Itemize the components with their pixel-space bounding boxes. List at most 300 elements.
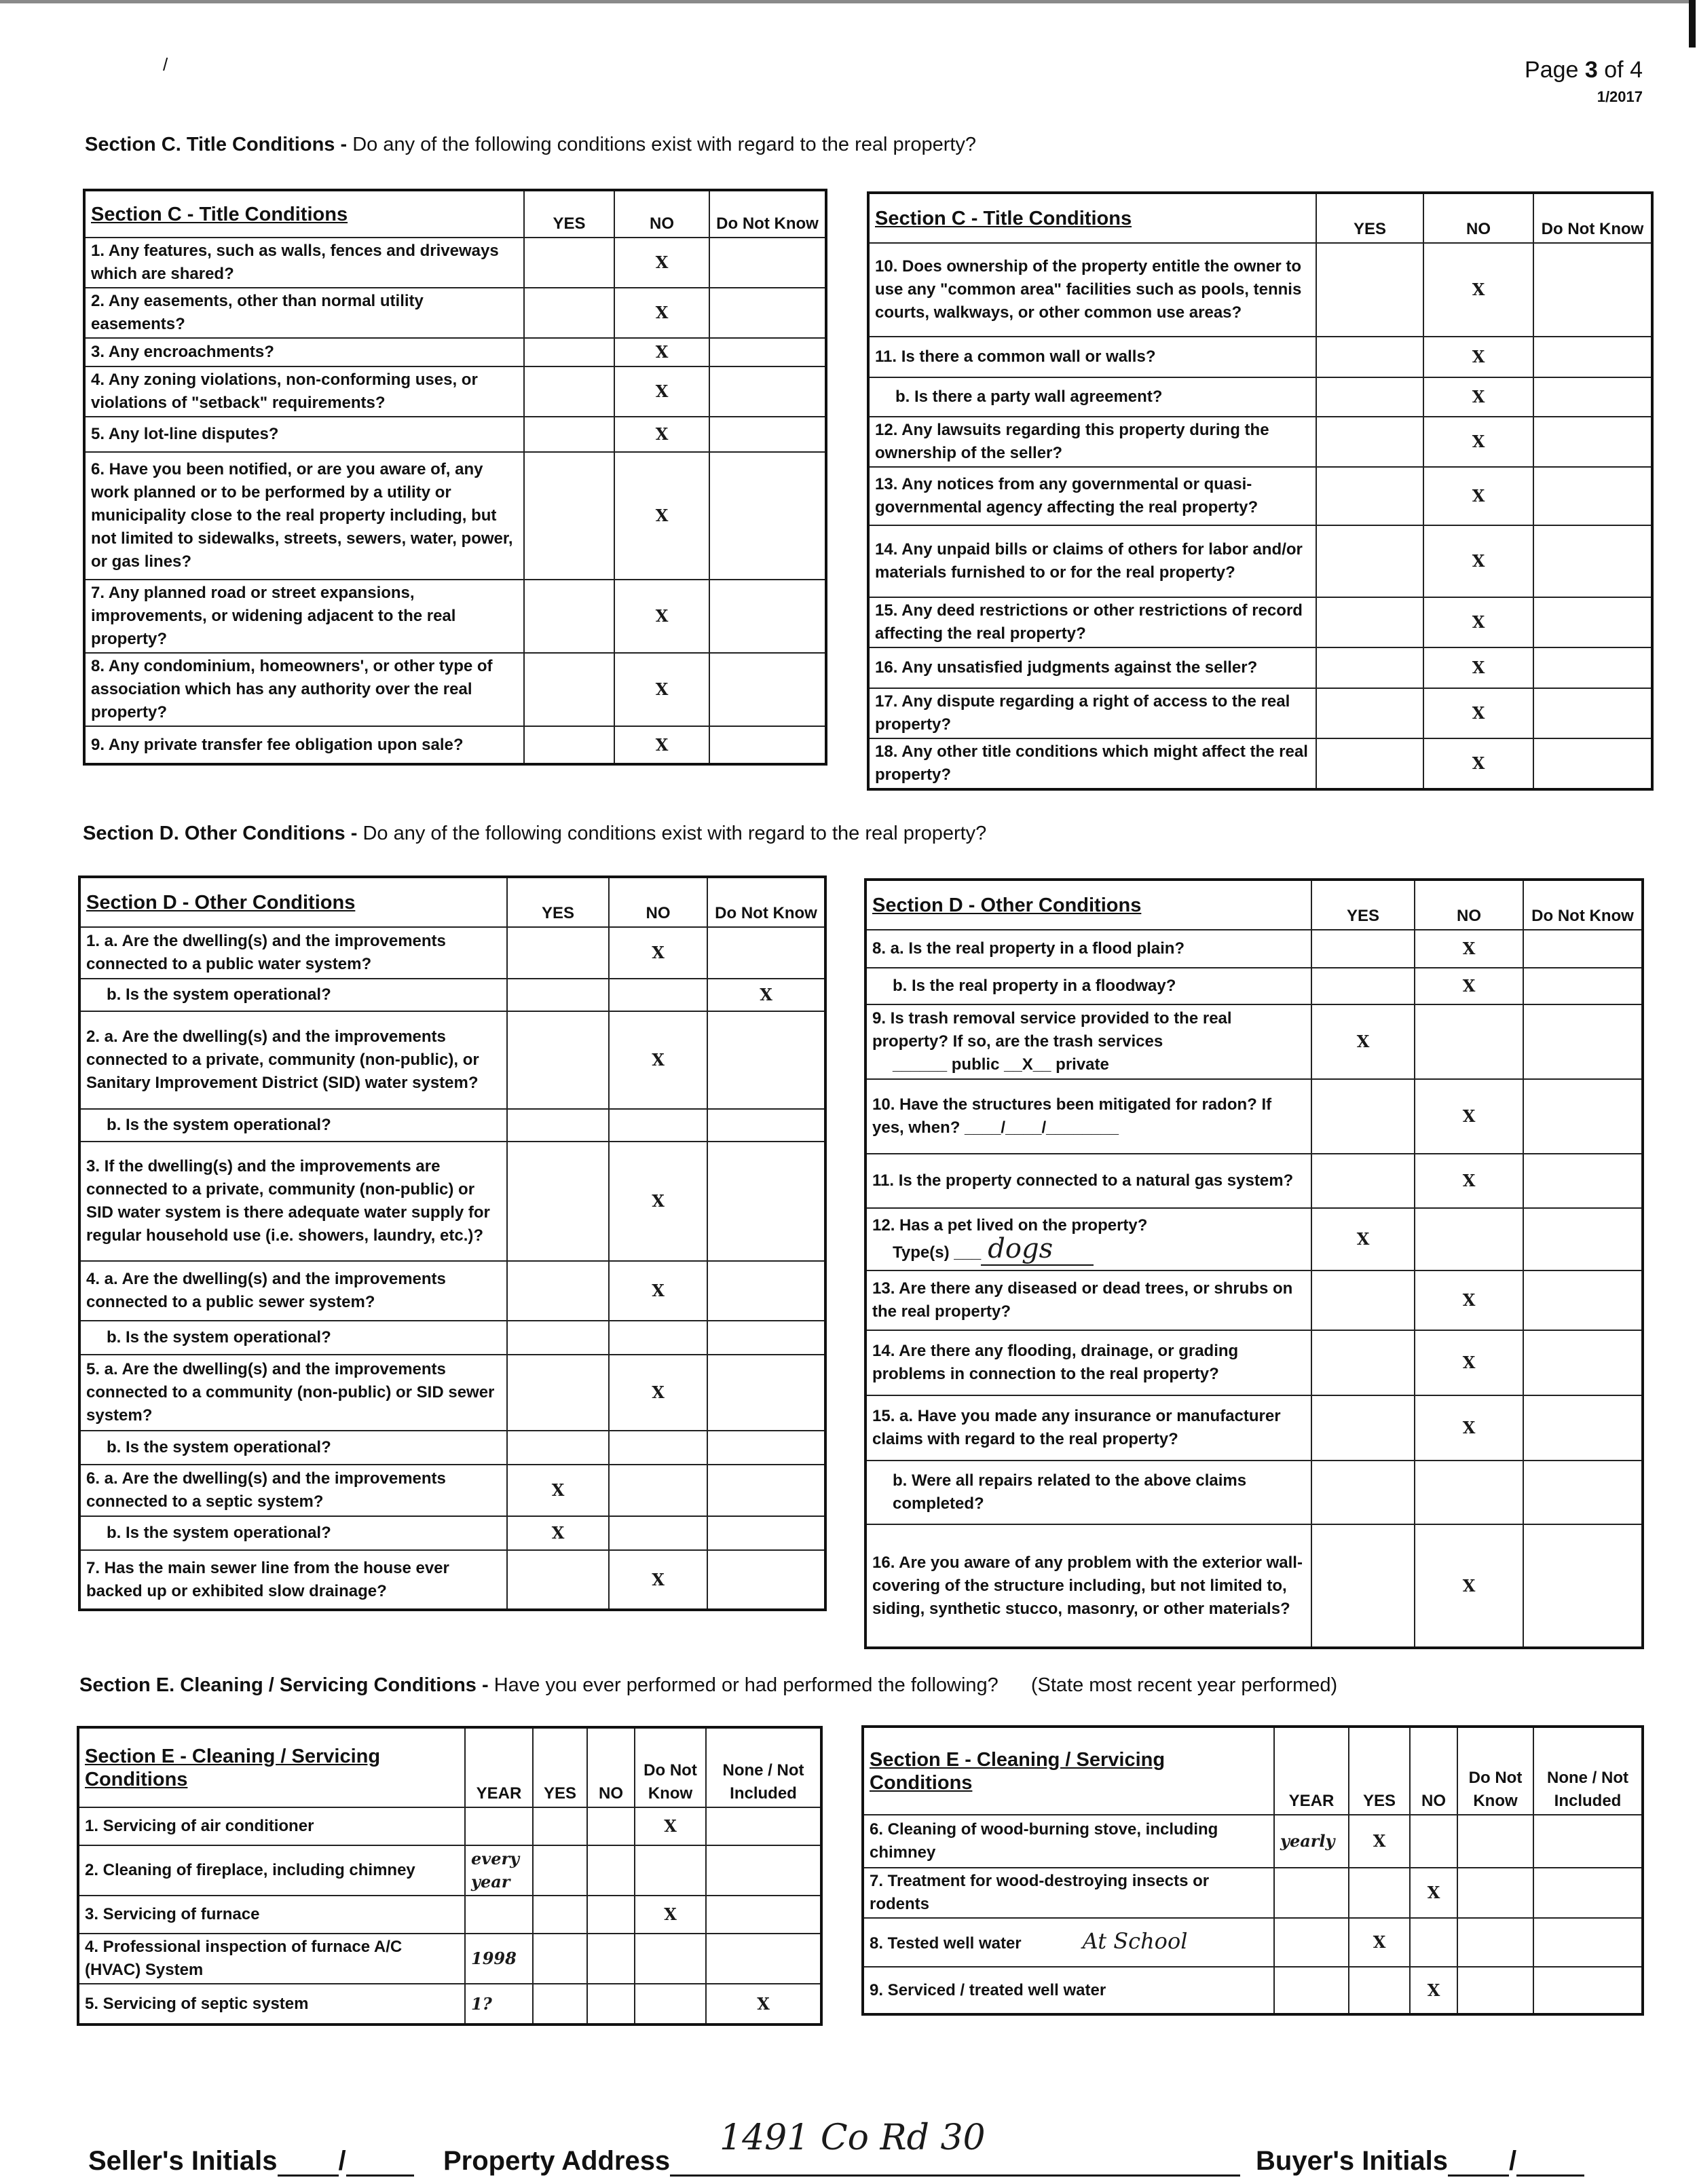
seller-initial-field-2[interactable] bbox=[346, 2145, 414, 2177]
question-row bbox=[84, 366, 826, 417]
section-e-right-table bbox=[861, 1725, 1644, 2016]
question-row bbox=[79, 1431, 825, 1465]
checkbox-dnk[interactable] bbox=[1523, 1154, 1643, 1208]
col-yes: YES bbox=[524, 190, 614, 238]
checkbox-dnk[interactable] bbox=[707, 1465, 825, 1516]
seller-initial-field-1[interactable] bbox=[278, 2145, 339, 2177]
question-text: 6. a. Are the dwelling(s) and the improvements connected to a septic system? bbox=[79, 1465, 507, 1516]
checkbox-no[interactable] bbox=[587, 1807, 635, 1845]
question-text: 1. a. Are the dwelling(s) and the improvements connected to a public water system? bbox=[79, 927, 507, 979]
question-row bbox=[865, 1524, 1643, 1648]
checkbox-no[interactable] bbox=[587, 1934, 635, 1984]
checkbox-no[interactable] bbox=[609, 1516, 707, 1550]
question-text: b. Is the system operational? bbox=[79, 1431, 507, 1465]
checkbox-no[interactable]: X bbox=[1423, 597, 1533, 647]
checkbox-no[interactable]: X bbox=[614, 338, 709, 366]
question-text: 6. Cleaning of wood-burning stove, including chimney bbox=[863, 1815, 1274, 1868]
pet-type-value[interactable]: dogs bbox=[981, 1233, 1094, 1266]
question-text: 7. Treatment for wood-destroying insects or rodents bbox=[863, 1868, 1274, 1918]
checkbox-yes[interactable] bbox=[1311, 1395, 1415, 1461]
question-text: 8. Tested well water At School bbox=[863, 1918, 1274, 1967]
checkbox-yes[interactable] bbox=[1316, 688, 1423, 738]
checkbox-dnk[interactable] bbox=[1523, 1330, 1643, 1395]
checkbox-no[interactable]: X bbox=[614, 653, 709, 726]
question-text: b. Is the system operational? bbox=[79, 979, 507, 1011]
checkbox-dnk[interactable] bbox=[709, 580, 826, 653]
checkbox-no[interactable]: X bbox=[1415, 1079, 1523, 1154]
checkbox-none[interactable] bbox=[1533, 1868, 1643, 1918]
question-row bbox=[863, 1868, 1643, 1918]
question-text: 15. Any deed restrictions or other restrictions of record affecting the real property? bbox=[868, 597, 1316, 647]
checkbox-dnk[interactable] bbox=[707, 1109, 825, 1142]
checkbox-no[interactable]: X bbox=[614, 366, 709, 417]
question-row bbox=[84, 288, 826, 338]
year-field[interactable] bbox=[465, 1807, 533, 1845]
col-dnk: Do Not Know bbox=[707, 877, 825, 927]
checkbox-yes[interactable] bbox=[1349, 1967, 1410, 2014]
col-dnk: Do Not Know bbox=[709, 190, 826, 238]
checkbox-no[interactable] bbox=[587, 1845, 635, 1896]
question-row bbox=[865, 1079, 1643, 1154]
question-text: 4. Any zoning violations, non-conforming uses, or violations of "setback" requirements? bbox=[84, 366, 524, 417]
checkbox-dnk[interactable] bbox=[635, 1845, 706, 1896]
checkbox-no[interactable]: X bbox=[1423, 467, 1533, 525]
question-text: 3. Any encroachments? bbox=[84, 338, 524, 366]
checkbox-yes[interactable] bbox=[1311, 1330, 1415, 1395]
question-row bbox=[865, 1270, 1643, 1330]
checkbox-no[interactable]: X bbox=[1423, 525, 1533, 597]
question-text: 5. a. Are the dwelling(s) and the improvements connected to a community (non-public) or SID sewer system? bbox=[79, 1355, 507, 1431]
question-text: 9. Is trash removal service provided to the real property? If so, are the trash services ______ public __X__ private bbox=[865, 1004, 1311, 1079]
checkbox-dnk[interactable] bbox=[1523, 1208, 1643, 1270]
checkbox-dnk[interactable] bbox=[1533, 647, 1652, 688]
checkbox-no[interactable] bbox=[1415, 1461, 1523, 1524]
checkbox-yes[interactable] bbox=[507, 1261, 609, 1321]
checkbox-none[interactable] bbox=[706, 1934, 821, 1984]
question-row bbox=[868, 243, 1652, 337]
question-row bbox=[79, 1355, 825, 1431]
checkbox-dnk[interactable] bbox=[709, 653, 826, 726]
checkbox-no[interactable]: X bbox=[1415, 1270, 1523, 1330]
question-row bbox=[868, 337, 1652, 377]
checkbox-no[interactable]: X bbox=[609, 1550, 707, 1610]
checkbox-no[interactable] bbox=[609, 1465, 707, 1516]
checkbox-no[interactable]: X bbox=[1415, 1395, 1523, 1461]
checkbox-yes[interactable] bbox=[1316, 337, 1423, 377]
question-row bbox=[79, 927, 825, 979]
question-row bbox=[84, 417, 826, 452]
checkbox-yes[interactable]: X bbox=[507, 1516, 609, 1550]
question-row bbox=[84, 238, 826, 288]
checkbox-dnk[interactable] bbox=[1523, 1524, 1643, 1648]
year-field[interactable] bbox=[465, 1896, 533, 1934]
checkbox-yes[interactable] bbox=[533, 1934, 587, 1984]
question-text: b. Is the system operational? bbox=[79, 1516, 507, 1550]
checkbox-none[interactable] bbox=[1533, 1967, 1643, 2014]
checkbox-dnk[interactable] bbox=[709, 366, 826, 417]
section-d-title: Section D - Other Conditions bbox=[79, 877, 507, 927]
checkbox-dnk[interactable] bbox=[709, 417, 826, 452]
question-text: b. Is the system operational? bbox=[79, 1109, 507, 1142]
checkbox-dnk[interactable] bbox=[709, 338, 826, 366]
checkbox-yes[interactable] bbox=[1311, 968, 1415, 1004]
checkbox-yes[interactable] bbox=[524, 726, 614, 764]
question-row bbox=[865, 968, 1643, 1004]
question-row bbox=[84, 653, 826, 726]
checkbox-no[interactable] bbox=[609, 1109, 707, 1142]
checkbox-dnk[interactable] bbox=[1533, 337, 1652, 377]
question-text: 15. a. Have you made any insurance or manufacturer claims with regard to the real property? bbox=[865, 1395, 1311, 1461]
checkbox-yes[interactable] bbox=[524, 338, 614, 366]
checkbox-yes[interactable] bbox=[524, 653, 614, 726]
question-text: 5. Servicing of septic system bbox=[78, 1984, 465, 2025]
section-d-left-table bbox=[78, 876, 827, 1611]
question-row bbox=[84, 580, 826, 653]
section-c-title-right: Section C - Title Conditions bbox=[868, 193, 1316, 243]
checkbox-dnk[interactable] bbox=[707, 1550, 825, 1610]
checkbox-yes[interactable] bbox=[507, 1109, 609, 1142]
checkbox-no[interactable] bbox=[1410, 1815, 1457, 1868]
checkbox-yes[interactable] bbox=[1311, 1270, 1415, 1330]
checkbox-yes[interactable]: X bbox=[1349, 1815, 1410, 1868]
question-row bbox=[868, 738, 1652, 789]
checkbox-dnk[interactable] bbox=[709, 288, 826, 338]
checkbox-yes[interactable] bbox=[533, 1807, 587, 1845]
question-row bbox=[78, 1896, 821, 1934]
checkbox-yes[interactable] bbox=[507, 1355, 609, 1431]
question-text: 5. Any lot-line disputes? bbox=[84, 417, 524, 452]
checkbox-no[interactable] bbox=[609, 1321, 707, 1355]
question-text: 2. Any easements, other than normal utility easements? bbox=[84, 288, 524, 338]
stray-mark: / bbox=[163, 54, 168, 75]
checkbox-dnk[interactable] bbox=[1533, 467, 1652, 525]
question-row bbox=[863, 1815, 1643, 1868]
buyer-initial-field-1[interactable] bbox=[1448, 2145, 1509, 2177]
checkbox-yes[interactable] bbox=[507, 1011, 609, 1109]
property-address-label: Property Address bbox=[443, 2146, 671, 2176]
year-field[interactable]: 1? bbox=[465, 1984, 533, 2025]
question-text: b. Is there a party wall agreement? bbox=[868, 377, 1316, 417]
checkbox-yes[interactable] bbox=[507, 927, 609, 979]
question-text: 13. Any notices from any governmental or quasi-governmental agency affecting the real property? bbox=[868, 467, 1316, 525]
checkbox-no[interactable]: X bbox=[609, 927, 707, 979]
checkbox-yes[interactable] bbox=[1311, 930, 1415, 968]
section-d-title-right: Section D - Other Conditions bbox=[865, 880, 1311, 930]
checkbox-none[interactable] bbox=[706, 1896, 821, 1934]
checkbox-none[interactable]: X bbox=[706, 1984, 821, 2025]
question-row bbox=[863, 1918, 1643, 1967]
checkbox-no[interactable]: X bbox=[1415, 968, 1523, 1004]
col-yes: YES bbox=[533, 1727, 587, 1807]
checkbox-dnk[interactable] bbox=[1457, 1918, 1533, 1967]
checkbox-dnk[interactable] bbox=[1533, 738, 1652, 789]
checkbox-yes[interactable] bbox=[1316, 243, 1423, 337]
checkbox-no[interactable] bbox=[609, 1431, 707, 1465]
question-text: 11. Is the property connected to a natural gas system? bbox=[865, 1154, 1311, 1208]
buyer-initials: Buyer's Initials / bbox=[1256, 2145, 1584, 2177]
question-row bbox=[868, 467, 1652, 525]
question-text: b. Is the system operational? bbox=[79, 1321, 507, 1355]
checkbox-yes[interactable] bbox=[1316, 377, 1423, 417]
section-c-title: Section C - Title Conditions bbox=[84, 190, 524, 238]
question-text: 8. a. Is the real property in a flood plain? bbox=[865, 930, 1311, 968]
checkbox-dnk[interactable] bbox=[635, 1984, 706, 2025]
checkbox-none[interactable] bbox=[706, 1807, 821, 1845]
checkbox-no[interactable]: X bbox=[614, 726, 709, 764]
section-d-intro: Section D. Other Conditions - Do any of the following conditions exist with regard to the real property? bbox=[83, 823, 987, 844]
checkbox-yes[interactable] bbox=[507, 979, 609, 1011]
year-field[interactable]: yearly bbox=[1274, 1815, 1349, 1868]
checkbox-yes[interactable] bbox=[1311, 1079, 1415, 1154]
question-text: 10. Does ownership of the property entitle the owner to use any "common area" facilities such as pools, tennis courts, walkways, or other common use areas? bbox=[868, 243, 1316, 337]
property-address-value: 1491 Co Rd 30 bbox=[720, 2117, 986, 2158]
question-row bbox=[79, 1550, 825, 1610]
question-row bbox=[79, 1465, 825, 1516]
checkbox-no[interactable]: X bbox=[1415, 1524, 1523, 1648]
question-row bbox=[865, 1208, 1643, 1270]
question-text: 4. a. Are the dwelling(s) and the improvements connected to a public sewer system? bbox=[79, 1261, 507, 1321]
question-text: b. Is the real property in a floodway? bbox=[865, 968, 1311, 1004]
col-no: NO bbox=[609, 877, 707, 927]
checkbox-dnk[interactable] bbox=[1457, 1868, 1533, 1918]
question-text: 14. Any unpaid bills or claims of others for labor and/or materials furnished to or for the real property? bbox=[868, 525, 1316, 597]
checkbox-dnk[interactable] bbox=[707, 1431, 825, 1465]
checkbox-dnk[interactable] bbox=[1457, 1815, 1533, 1868]
checkbox-yes[interactable] bbox=[1316, 647, 1423, 688]
section-e-title-right: Section E - Cleaning / Servicing Conditions bbox=[863, 1727, 1274, 1815]
question-row bbox=[868, 525, 1652, 597]
checkbox-dnk[interactable] bbox=[709, 726, 826, 764]
checkbox-no[interactable]: X bbox=[1410, 1868, 1457, 1918]
col-yes: YES bbox=[1349, 1727, 1410, 1815]
checkbox-no[interactable]: X bbox=[614, 452, 709, 580]
checkbox-dnk[interactable]: X bbox=[635, 1896, 706, 1934]
checkbox-yes[interactable] bbox=[524, 417, 614, 452]
checkbox-no[interactable]: X bbox=[1423, 738, 1533, 789]
question-row bbox=[79, 1011, 825, 1109]
checkbox-yes[interactable] bbox=[524, 452, 614, 580]
checkbox-no[interactable] bbox=[1410, 1918, 1457, 1967]
year-field[interactable]: every year bbox=[465, 1845, 533, 1896]
checkbox-dnk[interactable] bbox=[1533, 597, 1652, 647]
question-row bbox=[79, 1142, 825, 1261]
question-text: 4. Professional inspection of furnace A/C (HVAC) System bbox=[78, 1934, 465, 1984]
checkbox-yes[interactable]: X bbox=[1311, 1004, 1415, 1079]
checkbox-no[interactable]: X bbox=[609, 1011, 707, 1109]
checkbox-dnk[interactable] bbox=[707, 1011, 825, 1109]
checkbox-dnk[interactable] bbox=[709, 238, 826, 288]
question-row bbox=[79, 1321, 825, 1355]
checkbox-no[interactable] bbox=[587, 1896, 635, 1934]
checkbox-no[interactable]: X bbox=[1423, 688, 1533, 738]
checkbox-no[interactable]: X bbox=[1415, 1330, 1523, 1395]
checkbox-none[interactable] bbox=[1533, 1815, 1643, 1868]
checkbox-no[interactable]: X bbox=[1423, 417, 1533, 467]
checkbox-yes[interactable] bbox=[533, 1984, 587, 2025]
section-d-right-table bbox=[864, 878, 1644, 1649]
checkbox-yes[interactable]: X bbox=[507, 1465, 609, 1516]
checkbox-dnk[interactable] bbox=[1523, 1461, 1643, 1524]
question-row bbox=[865, 1154, 1643, 1208]
question-row bbox=[78, 1845, 821, 1896]
handwritten-note: At School bbox=[1082, 1928, 1188, 1954]
year-field[interactable] bbox=[1274, 1967, 1349, 2014]
checkbox-dnk[interactable] bbox=[1523, 1004, 1643, 1079]
question-row bbox=[78, 1934, 821, 1984]
question-text: 9. Serviced / treated well water bbox=[863, 1967, 1274, 2014]
col-yes: YES bbox=[1311, 880, 1415, 930]
checkbox-yes[interactable] bbox=[1316, 467, 1423, 525]
checkbox-no[interactable] bbox=[1415, 1208, 1523, 1270]
checkbox-yes[interactable] bbox=[1316, 417, 1423, 467]
checkbox-no[interactable]: X bbox=[609, 1142, 707, 1261]
checkbox-no[interactable]: X bbox=[614, 417, 709, 452]
checkbox-no[interactable] bbox=[609, 979, 707, 1011]
question-row bbox=[84, 452, 826, 580]
question-text: 12. Has a pet lived on the property? Type(s) ___ dogs bbox=[865, 1208, 1311, 1270]
checkbox-no[interactable]: X bbox=[609, 1261, 707, 1321]
checkbox-dnk[interactable] bbox=[707, 1142, 825, 1261]
question-row bbox=[79, 1109, 825, 1142]
checkbox-dnk[interactable] bbox=[1457, 1967, 1533, 2014]
question-extra: Type(s) ___ bbox=[893, 1243, 982, 1262]
checkbox-yes[interactable] bbox=[1349, 1868, 1410, 1918]
year-field[interactable] bbox=[1274, 1918, 1349, 1967]
checkbox-dnk[interactable] bbox=[1533, 243, 1652, 337]
checkbox-no[interactable]: X bbox=[1423, 243, 1533, 337]
question-row bbox=[84, 726, 826, 764]
checkbox-yes[interactable] bbox=[1311, 1524, 1415, 1648]
question-row bbox=[865, 1461, 1643, 1524]
question-text: 1. Any features, such as walls, fences and driveways which are shared? bbox=[84, 238, 524, 288]
checkbox-yes[interactable] bbox=[507, 1142, 609, 1261]
col-no: NO bbox=[1410, 1727, 1457, 1815]
checkbox-none[interactable] bbox=[1533, 1918, 1643, 1967]
checkbox-dnk[interactable] bbox=[707, 927, 825, 979]
checkbox-yes[interactable] bbox=[507, 1321, 609, 1355]
checkbox-dnk[interactable] bbox=[707, 1321, 825, 1355]
question-text: 16. Are you aware of any problem with the exterior wall-covering of the structure including, but not limited to, siding, synthetic stucco, masonry, or other materials? bbox=[865, 1524, 1311, 1648]
scan-edge-mark bbox=[1689, 0, 1696, 48]
col-dnk: Do Not Know bbox=[635, 1727, 706, 1807]
checkbox-dnk[interactable] bbox=[1533, 377, 1652, 417]
checkbox-dnk[interactable] bbox=[709, 452, 826, 580]
checkbox-no[interactable]: X bbox=[614, 288, 709, 338]
checkbox-yes[interactable] bbox=[524, 366, 614, 417]
checkbox-yes[interactable] bbox=[507, 1431, 609, 1465]
checkbox-yes[interactable] bbox=[524, 580, 614, 653]
question-text: 11. Is there a common wall or walls? bbox=[868, 337, 1316, 377]
question-text: 3. Servicing of furnace bbox=[78, 1896, 465, 1934]
year-field[interactable] bbox=[1274, 1868, 1349, 1918]
checkbox-yes[interactable] bbox=[1316, 738, 1423, 789]
page-number: Page 3 of 4 bbox=[1525, 57, 1643, 83]
question-row bbox=[79, 1516, 825, 1550]
question-row bbox=[78, 1807, 821, 1845]
checkbox-dnk[interactable] bbox=[707, 1516, 825, 1550]
checkbox-dnk[interactable]: X bbox=[635, 1807, 706, 1845]
col-no: NO bbox=[1423, 193, 1533, 243]
seller-initials: Seller's Initials / bbox=[88, 2145, 414, 2177]
col-no: NO bbox=[1415, 880, 1523, 930]
buyer-initials-label: Buyer's Initials bbox=[1256, 2146, 1448, 2176]
checkbox-dnk[interactable] bbox=[1523, 968, 1643, 1004]
checkbox-yes[interactable] bbox=[1311, 1154, 1415, 1208]
question-text: 7. Any planned road or street expansions, improvements, or widening adjacent to the real property? bbox=[84, 580, 524, 653]
checkbox-dnk[interactable] bbox=[1533, 525, 1652, 597]
question-text: 8. Any condominium, homeowners', or other type of association which has any authority over the real property? bbox=[84, 653, 524, 726]
question-extra: ______ public __X__ private bbox=[893, 1055, 1109, 1074]
checkbox-none[interactable] bbox=[706, 1845, 821, 1896]
checkbox-dnk[interactable] bbox=[1523, 1395, 1643, 1461]
checkbox-no[interactable]: X bbox=[1415, 1154, 1523, 1208]
checkbox-no[interactable] bbox=[1415, 1004, 1523, 1079]
question-text: 14. Are there any flooding, drainage, or grading problems in connection to the real property? bbox=[865, 1330, 1311, 1395]
checkbox-dnk[interactable] bbox=[707, 1355, 825, 1431]
checkbox-dnk[interactable] bbox=[1523, 930, 1643, 968]
checkbox-yes[interactable] bbox=[533, 1896, 587, 1934]
checkbox-dnk[interactable] bbox=[1533, 417, 1652, 467]
checkbox-dnk[interactable] bbox=[1523, 1270, 1643, 1330]
checkbox-dnk[interactable] bbox=[707, 1261, 825, 1321]
question-row bbox=[79, 979, 825, 1011]
col-yes: YES bbox=[507, 877, 609, 927]
checkbox-yes[interactable] bbox=[533, 1845, 587, 1896]
checkbox-no[interactable]: X bbox=[614, 238, 709, 288]
checkbox-dnk[interactable]: X bbox=[707, 979, 825, 1011]
checkbox-no[interactable]: X bbox=[1423, 377, 1533, 417]
question-text: 17. Any dispute regarding a right of access to the real property? bbox=[868, 688, 1316, 738]
checkbox-yes[interactable] bbox=[524, 238, 614, 288]
checkbox-no[interactable]: X bbox=[609, 1355, 707, 1431]
checkbox-no[interactable]: X bbox=[1415, 930, 1523, 968]
question-text: 12. Any lawsuits regarding this property during the ownership of the seller? bbox=[868, 417, 1316, 467]
checkbox-dnk[interactable] bbox=[635, 1934, 706, 1984]
checkbox-yes[interactable] bbox=[1316, 597, 1423, 647]
checkbox-yes[interactable] bbox=[1316, 525, 1423, 597]
col-none: None / Not Included bbox=[1533, 1727, 1643, 1815]
top-scan-line bbox=[0, 0, 1690, 3]
checkbox-yes[interactable] bbox=[524, 288, 614, 338]
question-text: 10. Have the structures been mitigated for radon? If yes, when? ____/____/________ bbox=[865, 1079, 1311, 1154]
year-field[interactable]: 1998 bbox=[465, 1934, 533, 1984]
checkbox-no[interactable]: X bbox=[1423, 337, 1533, 377]
checkbox-no[interactable] bbox=[587, 1984, 635, 2025]
question-text: 6. Have you been notified, or are you aware of, any work planned or to be performed by a utility or municipality close to the real property including, but not limited to sidewalks, streets, sewers, water, power, or gas lines? bbox=[84, 452, 524, 580]
question-text: 1. Servicing of air conditioner bbox=[78, 1807, 465, 1845]
col-year: YEAR bbox=[1274, 1727, 1349, 1815]
section-e-intro: Section E. Cleaning / Servicing Conditions - Have you ever performed or had performed the following? (State most recent year performed) bbox=[79, 1674, 1338, 1696]
question-text: 3. If the dwelling(s) and the improvements are connected to a private, community (non-public) or SID water system is there adequate water supply for regular household use (i.e. showers, laundry, etc.)? bbox=[79, 1142, 507, 1261]
checkbox-yes[interactable] bbox=[1311, 1461, 1415, 1524]
section-e-title: Section E - Cleaning / Servicing Conditions bbox=[78, 1727, 465, 1807]
checkbox-no[interactable]: X bbox=[1423, 647, 1533, 688]
question-row bbox=[78, 1984, 821, 2025]
col-year: YEAR bbox=[465, 1727, 533, 1807]
checkbox-no[interactable]: X bbox=[1410, 1967, 1457, 2014]
question-text: 2. a. Are the dwelling(s) and the improvements connected to a private, community (non-public), or Sanitary Improvement District (SID) water system? bbox=[79, 1011, 507, 1109]
checkbox-yes[interactable]: X bbox=[1311, 1208, 1415, 1270]
checkbox-dnk[interactable] bbox=[1533, 688, 1652, 738]
question-text: b. Were all repairs related to the above claims completed? bbox=[865, 1461, 1311, 1524]
question-row bbox=[868, 688, 1652, 738]
checkbox-yes[interactable]: X bbox=[1349, 1918, 1410, 1967]
checkbox-dnk[interactable] bbox=[1523, 1079, 1643, 1154]
buyer-initial-field-2[interactable] bbox=[1516, 2145, 1584, 2177]
question-row bbox=[865, 930, 1643, 968]
checkbox-no[interactable]: X bbox=[614, 580, 709, 653]
checkbox-yes[interactable] bbox=[507, 1550, 609, 1610]
